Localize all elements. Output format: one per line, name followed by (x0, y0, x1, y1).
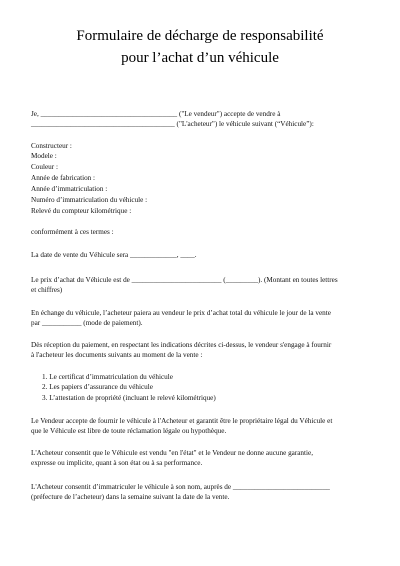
vendeur-line-2: que le Véhicule est libre de toute réclamation légale ou hypothèque. (31, 427, 227, 435)
field-couleur: Couleur : (31, 163, 58, 171)
field-releve-compteur: Relevé du compteur kilométrique : (31, 207, 132, 215)
vendeur-line-1: Le Vendeur accepte de fournir le véhicule à l'Acheteur et garantit être le propriétaire légal du Véhicule et (31, 417, 333, 425)
etat-line-2: expresse ou implicite, quant à son état ou à sa performance. (31, 459, 203, 467)
etat-line-1: L'Acheteur consentit que le Véhicule est vendu "en l'état" et le Vendeur ne donne aucune garantie, (31, 449, 314, 457)
document-list-item: 2. Les papiers d’assurance du véhicule (42, 383, 153, 391)
document-title-line-2: pour l’achat d’un véhicule (121, 50, 279, 66)
conformement-text: conformément à ces termes : (31, 228, 114, 236)
field-annee-immatriculation: Année d’immatriculation : (31, 185, 108, 193)
field-constructeur: Constructeur : (31, 142, 72, 150)
price-line-1: Le prix d’achat du Véhicule est de _________________________ (_________). (Montant en toutes lettres (31, 276, 338, 284)
field-annee-fabrication: Année de fabrication : (31, 174, 96, 182)
document-title-line-1: Formulaire de décharge de responsabilité (76, 28, 324, 44)
price-line-2: et chiffres) (31, 286, 63, 294)
intro-line-2: ________________________________________ ("L'acheteur") le véhicule suivant (“Véhicule”): (31, 120, 314, 128)
documents-intro-line-1: Dès réception du paiement, en respectant les indications décrites ci-dessus, le vendeur s'engage à fournir (31, 341, 332, 349)
document-list-item: 3. L’attestation de propriété (incluant le relevé kilométrique) (42, 394, 216, 402)
exchange-line-2: par ___________ (mode de paiement). (31, 319, 143, 327)
field-numero-immatriculation: Numéro d’immatriculation du véhicule : (31, 196, 148, 204)
immatriculation-line-2: (préfecture de l’acheteur) dans la semaine suivant la date de la vente. (31, 493, 230, 501)
field-modele: Modele : (31, 152, 57, 160)
immatriculation-line-1: L'Acheteur consentit d’immatriculer le véhicule à son nom, auprès de ___________________________ (31, 483, 330, 491)
document-list-item: 1. Le certificat d’immatriculation du véhicule (42, 373, 173, 381)
sale-date-text: La date de vente du Véhicule sera _____________, ____. (31, 251, 197, 259)
documents-intro-line-2: à l'acheteur les documents suivants au moment de la vente : (31, 351, 203, 359)
exchange-line-1: En échange du véhicule, l’acheteur paiera au vendeur le prix d’achat total du véhicule le jour de la vente (31, 309, 331, 317)
intro-line-1: Je, ______________________________________ ("Le vendeur") accepte de vendre à (31, 110, 281, 118)
